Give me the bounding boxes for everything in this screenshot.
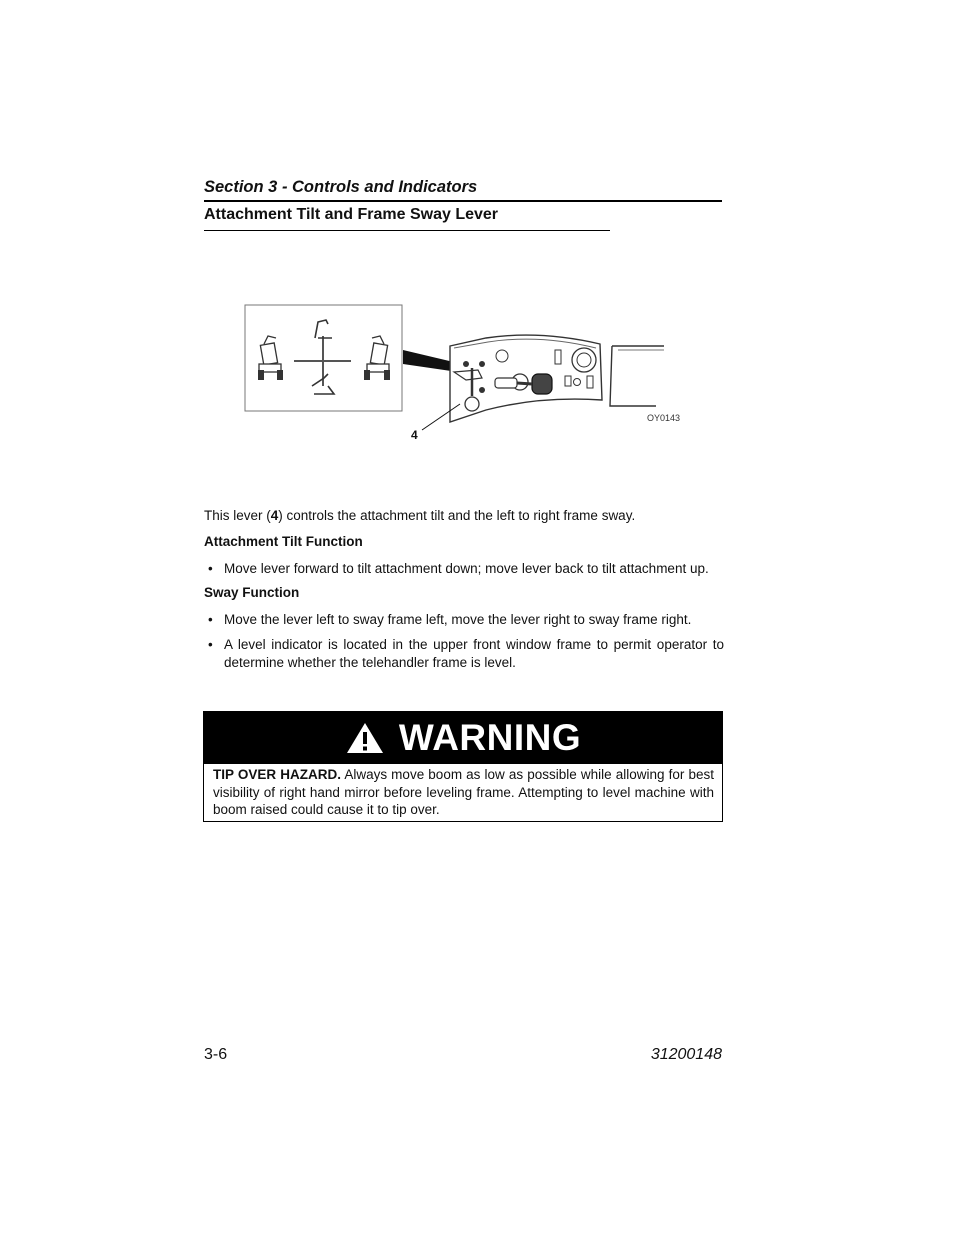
warning-box [203,711,723,822]
intro-paragraph: This lever (4) controls the attachment tilt and the left to right frame sway. [204,508,636,523]
document-number: 31200148 [650,1046,722,1063]
bullet-marker: • [208,612,213,627]
bullet-marker: • [208,561,213,576]
list-item: • Move the lever left to sway frame left, move the lever right to sway frame right. [204,611,724,629]
warning-triangle-icon [345,721,385,755]
tilt-function-heading: Attachment Tilt Function [204,534,363,549]
figure-id: OY0143 [647,413,681,423]
subsection-rule [204,230,610,231]
section-title: Section 3 - Controls and Indicators [204,178,478,196]
subsection-title: Attachment Tilt and Frame Sway Lever [204,206,499,223]
lever-motion-inset [245,305,402,411]
warning-header [204,712,722,764]
list-item: • Move lever forward to tilt attachment down; move lever back to tilt attachment up. [204,560,724,578]
bullet-marker: • [208,637,213,652]
sway-function-heading: Sway Function [204,585,300,600]
window-frame [610,346,664,406]
warning-title: WARNING [398,717,582,758]
control-panel-illustration [240,300,700,450]
warning-message: TIP OVER HAZARD. Always move boom as low as possible while allowing for best visibility of right hand mirror before leveling frame. Attempting to level machine with boom raised could cause it to tip over. [213,767,714,817]
control-panel [450,335,602,422]
section-rule [204,200,722,202]
page-number: 3-6 [204,1046,228,1063]
callout-number: 4 [411,428,418,442]
list-item: • A level indicator is located in the upper front window frame to permit operator to determine whether the telehandler frame is level. [204,636,724,671]
